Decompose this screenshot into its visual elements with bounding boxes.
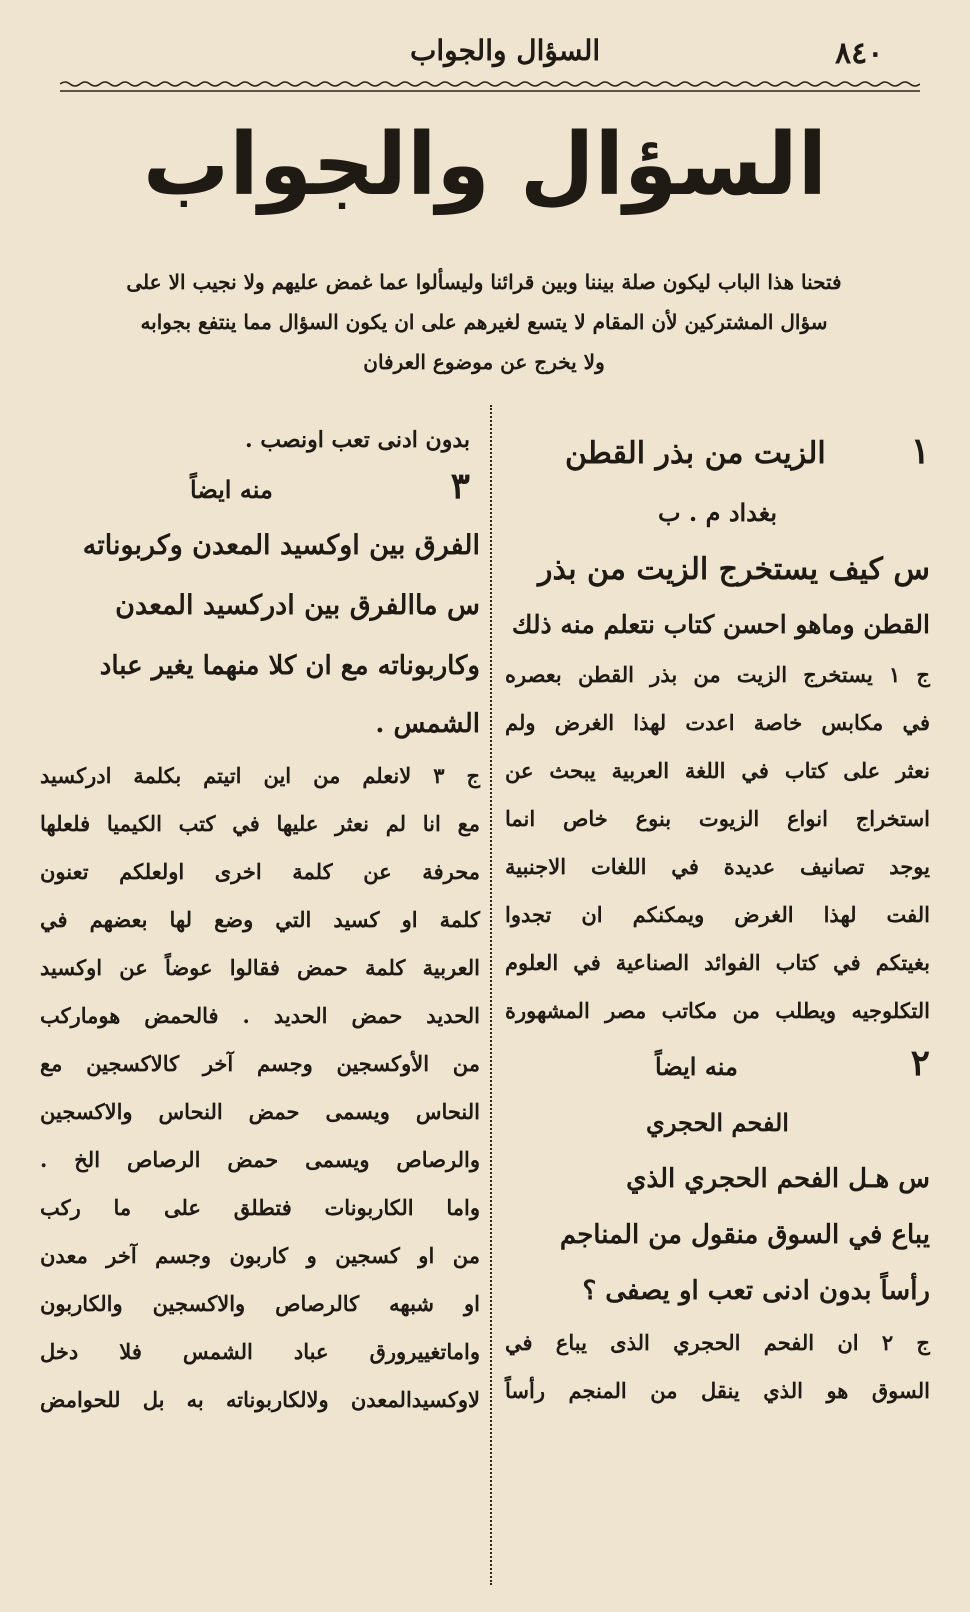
item-3-answer [40,752,480,1424]
answer-line: النحاس ويسمى حمض النحاس والاكسجين [40,1099,480,1124]
answer-line: يوجد تصانيف عديدة في اللغات الاجنبية [505,854,930,879]
item-3-title: الفرق بين اوكسيد المعدن وكربوناته [82,530,480,561]
answer-line: الفت لهذا الغرض ويمكنكم ان تجدوا [505,902,930,927]
item-2-number: ٢ [910,1042,930,1084]
page-number: ٨٤٠ [835,36,884,71]
item-1-heading [505,420,930,485]
answer-line: في مكابس خاصة اعدت لهذا الغرض ولم [505,710,930,735]
question-line: رأساً بدون ادنى تعب او يصفى ؟ [582,1276,930,1306]
answer-line: محرفة عن كلمة اخرى اولعلكم تعنون [40,859,480,884]
answer-line: استخراج انواع الزيوت بنوع خاص انما [505,806,930,831]
intro-paragraph [48,262,920,382]
item-1-title: الزيت من بذر القطن [565,436,826,471]
answer-line: او شبهه كالرصاص والاكسجين والكاربون [40,1291,480,1316]
left-column [40,420,480,1424]
answer-line: من الأوكسجين وجسم آخر كالاكسجين مع [40,1051,480,1076]
question-line: س هـل الفحم الحجري الذي [626,1164,930,1194]
item-2-subhead: منه ايضاً [655,1052,738,1081]
intro-line: ولا يخرج عن موضوع العرفان [363,350,605,374]
answer-line: العربية كلمة حمض فقالوا عوضاً عن اوكسيد [40,955,480,980]
answer-line: لاوكسيدالمعدن ولالكاربوناته به بل للحوامض [40,1387,480,1412]
answer-line: ج ١ يستخرج الزيت من بذر القطن بعصره [505,662,930,687]
answer-line: بغيتكم في كتاب الفوائد الصناعية في العلوم [505,950,930,975]
right-column [505,420,930,1415]
answer-line: التكلوجيه ويطلب من مكاتب مصر المشهورة [505,998,930,1023]
item-3-question [40,576,480,752]
continuation-line: بدون ادنى تعب اونصب . [245,427,470,453]
running-title: السؤال والجواب [410,34,601,67]
answer-line: كلمة او كسيد التي وضع لها بعضهم في [40,907,480,932]
item-1-number: ١ [910,430,930,472]
item-3-number: ٣ [450,465,470,507]
column-divider [490,405,492,1585]
intro-line: سؤال المشتركين لأن المقام لا يتسع لغيرهم على ان يكون السؤال مما ينتفع بجوابه [140,310,828,334]
answer-line: مع انا لم نعثر عليها في كتب الكيميا فلعلها [40,811,480,836]
item-2-question [505,1151,930,1319]
section-title: السؤال والجواب [142,115,828,215]
question-line: س ماالفرق بين ادركسيد المعدن [115,590,480,621]
item-3-heading [40,460,480,516]
answer-line: واماتغييرورق عباد الشمس فلا دخل [40,1339,480,1364]
question-line: س كيف يستخرج الزيت من بذر [537,552,930,587]
question-line: وكاربوناته مع ان كلا منهما يغير عباد [99,651,480,681]
question-line: الشمس . [375,709,480,739]
item-1-answer [505,651,930,1035]
running-header [40,28,930,72]
answer-line: والرصاص ويسمى حمض الرصاص الخ . [40,1147,480,1172]
item-2-title: الفحم الحجري [646,1108,789,1137]
question-line: القطن وماهو احسن كتاب نتعلم منه ذلك [511,610,930,639]
intro-line: فتحنا هذا الباب ليكون صلة بيننا وبين قرائنا وليسألوا عما غمض عليهم ولا نجيب الا على [126,270,842,294]
answer-line: الحديد حمض الحديد . فالحمض هومارکب [40,1003,480,1028]
answer-line: ج ٢ ان الفحم الحجري الذى يباع في [505,1330,930,1355]
item-3-subhead: منه ايضاً [190,475,273,504]
answer-line: السوق هو الذي ينقل من المنجم رأساً [505,1378,930,1403]
item-2-answer [505,1319,930,1415]
item-2-heading [505,1035,930,1095]
item-1-question [505,541,930,651]
answer-line: نعثر على كتاب في اللغة العربية يبحث عن [505,758,930,783]
header-rule [60,80,920,94]
item-1-sender: بغداد م . ب [657,498,778,527]
answer-line: من او كسجين و كاربون وجسم آخر معدن [40,1243,480,1268]
answer-line: ج ٣ لانعلم من اين اتيتم بكلمة ادركسيد [40,763,481,788]
question-line: يباع في السوق منقول من المناجم [559,1220,930,1250]
answer-line: واما الكاربونات فتطلق على ما ركب [40,1195,480,1220]
